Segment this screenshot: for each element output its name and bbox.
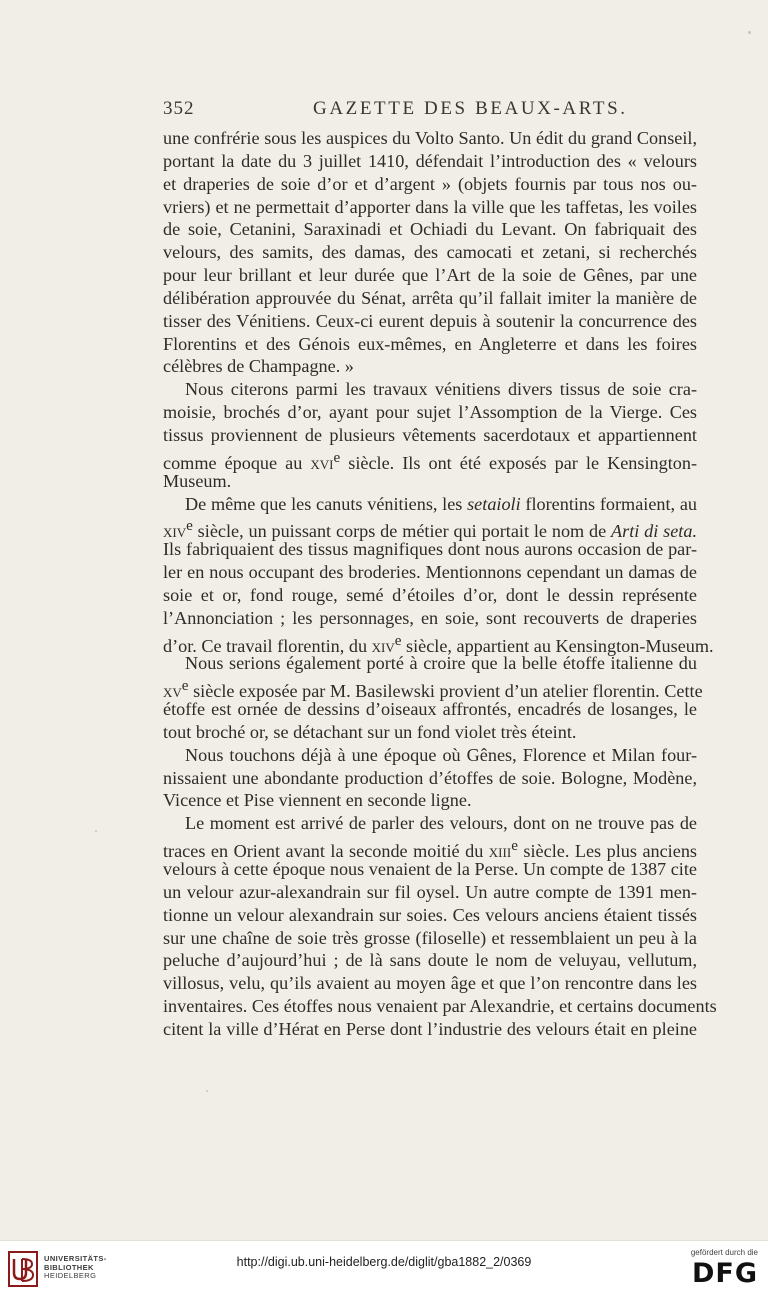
text-line: vriers) et ne permettait d’apporter dans la ville que les taffetas, les voiles	[163, 196, 697, 217]
text-line: portant la date du 3 juillet 1410, défendait l’introduction des « velours	[163, 150, 697, 171]
body-text	[163, 127, 717, 1041]
text-line: l’Annonciation ; les personnages, en soie, sont recouverts de draperies	[163, 607, 697, 628]
text-line: Nous citerons parmi les travaux vénitiens divers tissus de soie cra-	[185, 379, 697, 400]
text-line: pour leur brillant et leur durée que l’Art de la soie de Gênes, par une	[163, 265, 697, 286]
dfg-logo: DFG	[691, 1258, 758, 1289]
text-line: tissus proviennent de plusieurs vêtements sacerdotaux et appartiennent	[163, 424, 697, 445]
text-line: villosus, velu, qu’ils avaient au moyen âge et que l’on rencontre dans les	[163, 973, 697, 994]
text-line: Museum.	[163, 470, 232, 491]
page-header	[163, 98, 697, 122]
text-line: tisser des Vénitiens. Ceux-ci eurent depuis à soutenir la concurrence des	[163, 310, 697, 331]
text-line: une confrérie sous les auspices du Volto Santo. Un édit du grand Conseil,	[163, 128, 697, 148]
text-line: Nous serions également porté à croire que la belle étoffe italienne du	[185, 653, 697, 674]
paper-speck	[206, 1090, 208, 1092]
page-number: 352	[163, 98, 195, 119]
text-line: nissaient une abondante production d’étoffes de soie. Bologne, Modène,	[163, 767, 697, 788]
text-line: délibération approuvée du Sénat, arrêta qu’il fallait imiter la manière de	[163, 287, 697, 308]
text-line: $xv^e$ siècle exposée par M. Basilewski provient d’un atelier florentin. Cette	[163, 677, 703, 702]
text-line: un velour azur-alexandrain sur fil oysel. Un autre compte de 1391 men-	[163, 881, 697, 902]
text-line: moisie, brochés d’or, ayant pour sujet l’Assomption de la Vierge. Ces	[163, 402, 697, 423]
text-line: Le moment est arrivé de parler des velours, dont on ne trouve pas de	[185, 813, 697, 834]
text-line: velours à cette époque nous venaient de la Perse. Un compte de 1387 cite	[163, 859, 697, 879]
text-line: inventaires. Ces étoffes nous venaient par Alexandrie, et certains documents	[163, 996, 717, 1017]
running-title: GAZETTE DES BEAUX-ARTS.	[313, 98, 628, 119]
text-line: Ils fabriquaient des tissus magnifiques dont nous aurons occasion de par-	[163, 539, 697, 560]
text-line: peluche d’aujourd’hui ; de là sans doute le nom de veluyau, vellutum,	[163, 950, 697, 971]
text-line: tout broché or, se détachant sur un fond violet très éteint.	[163, 721, 577, 742]
text-line: citent la ville d’Hérat en Perse dont l’industrie des velours était en pleine	[163, 1018, 697, 1039]
university-library-name: UNIVERSITÄTS- BIBLIOTHEK HEIDELBERG	[44, 1254, 107, 1280]
permalink-url[interactable]: http://digi.ub.uni-heidelberg.de/diglit/gba1882_2/0369	[236, 1255, 532, 1269]
text-line: Vicence et Pise viennent en seconde ligne.	[163, 790, 472, 811]
viewer-footer	[0, 1240, 768, 1296]
text-line: célèbres de Champagne. »	[163, 356, 354, 377]
paper-speck	[748, 31, 751, 34]
text-line: soie et or, fond rouge, semé d’étoiles d’or, dont le dessin représente	[163, 584, 697, 605]
text-line: de soie, Cetanini, Saraxinadi et Ochiadi du Levant. On fabriquait des	[163, 219, 697, 240]
text-line: ler en nous occupant des broderies. Mentionnons cependant un damas de	[163, 562, 697, 583]
text-line: velours, des samits, des damas, des camocati et zetani, si recherchés	[163, 242, 697, 263]
text-line: et draperies de soie d’or et d’argent » (objets fournis par tous nos ou-	[163, 173, 697, 194]
text-line: Nous touchons déjà à une époque où Gênes, Florence et Milan four-	[185, 744, 697, 765]
text-line: étoffe est ornée de dessins d’oiseaux affrontés, encadrés de losanges, le	[163, 699, 697, 720]
paper-speck	[95, 830, 97, 832]
text-line: comme époque au xvi$^e$ siècle. Ils ont été exposés par le Kensington-	[163, 448, 697, 473]
text-line: traces en Orient avant la seconde moitié du xiii$^e$ siècle. Les plus anciens	[163, 837, 697, 862]
text-line: Florentins et des Génois eux-mêmes, en Angleterre et dans les foires	[163, 333, 697, 354]
text-line: De même que les canuts vénitiens, les setaioli florentins formaient, au	[185, 493, 697, 514]
text-line: d’or. Ce travail florentin, du xiv$^e$ siècle, appartient au Kensington-Museum.	[163, 631, 714, 656]
text-line: tionne un velour alexandrain sur soies. Ces velours anciens étaient tissés	[163, 904, 697, 925]
text-line: xiv$^e$ siècle, un puissant corps de métier qui portait le nom de Arti di seta.	[163, 517, 697, 542]
text-line: sur une chaîne de soie très grosse (filoselle) et ressemblaient un peu à la	[163, 927, 697, 948]
funded-by-label: gefördert durch die	[690, 1248, 758, 1257]
